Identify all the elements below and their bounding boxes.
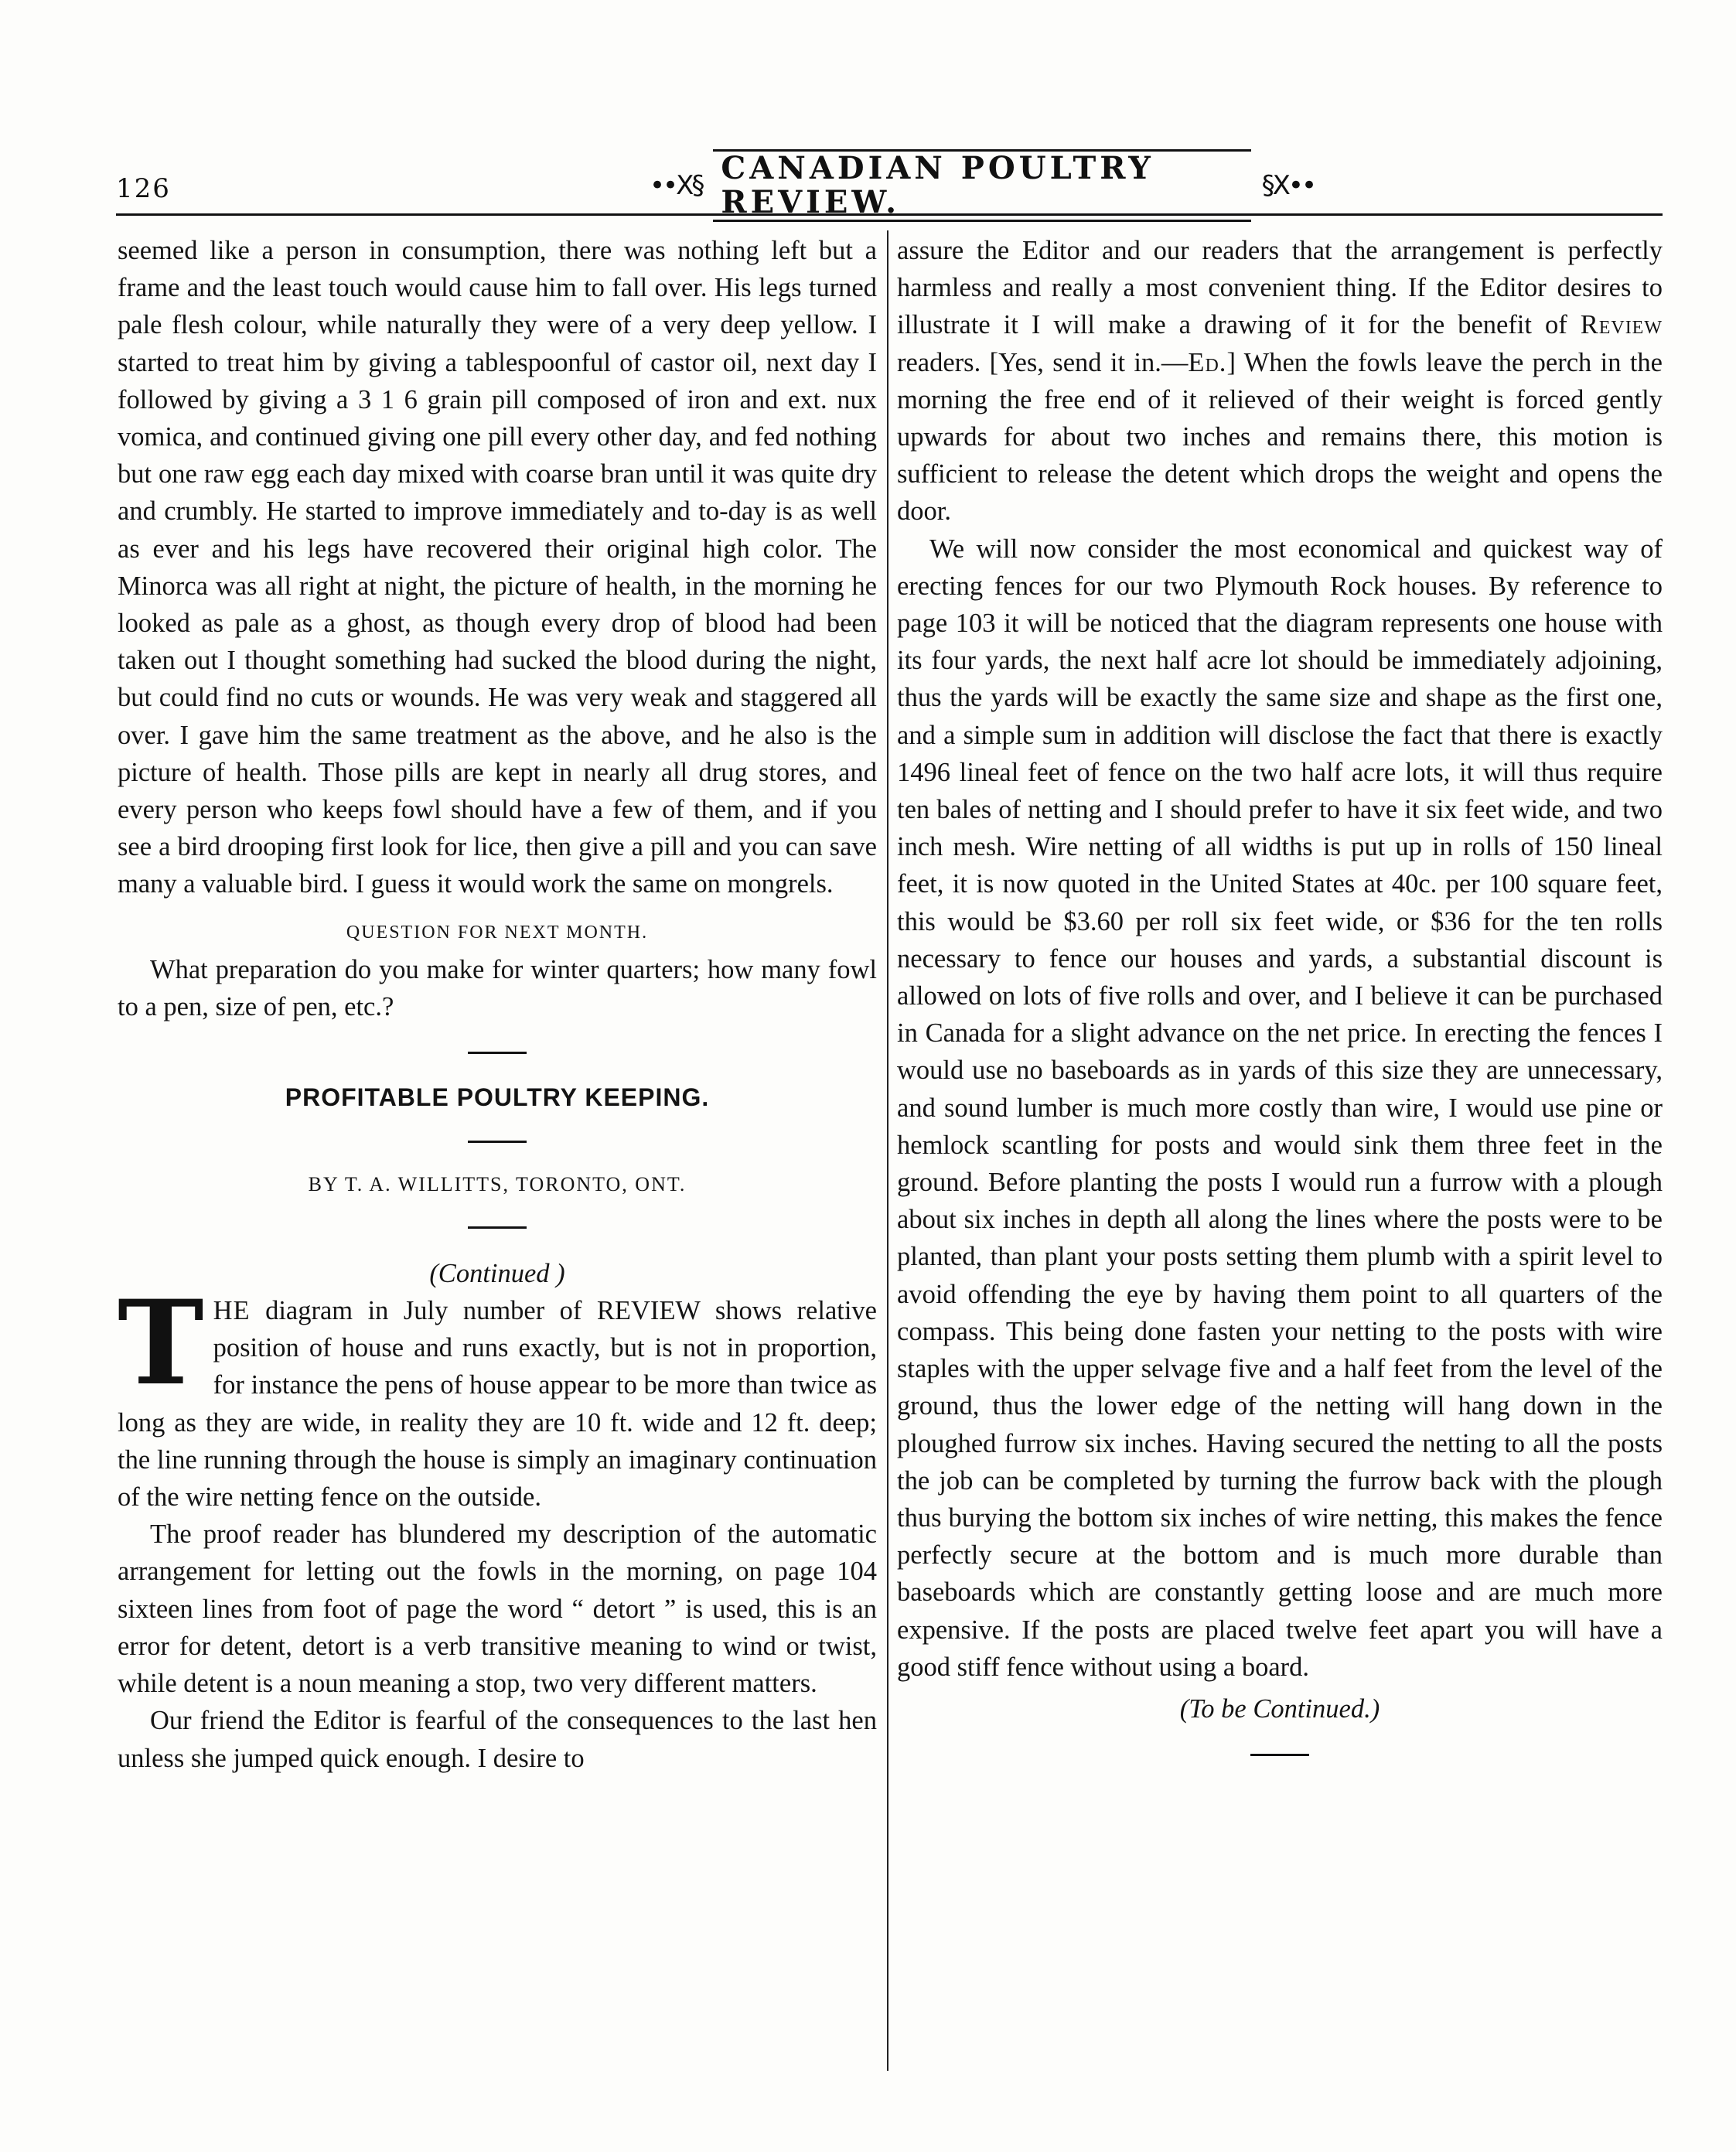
article-byline: BY T. A. WILLITTS, TORONTO, ONT. bbox=[308, 1173, 687, 1196]
lead-caps: HE bbox=[213, 1296, 251, 1326]
masthead-ornament-right: §X•• bbox=[1261, 170, 1315, 201]
question-heading: QUESTION FOR NEXT MONTH. bbox=[346, 922, 649, 943]
paragraph-fences: We will now consider the most economical and quickest way of erecting fences for our two Plymouth Rock houses. By reference to page 103 it will be noticed that the diagram represents one house with its four yards, the next half acre lot should be immediately adjoining, thus the yards will be exactly the same size and shape as the first one, and a simple sum in addition will disclose the fact that there is exactly 1496 lineal feet of fence on the two half acre lots, it will thus require ten bales of netting and I should prefer to have it six feet wide, and two inch mesh. Wire netting of all widths is put up in rolls of 150 lineal feet, it is now quoted in the United States at 40c. per 100 square feet, this would be $3.60 per roll six feet wide, or $36 for the ten rolls necessary to fence our houses and yards, a substantial discount is allowed on lots of five rolls and over, and I believe it can be purchased in Canada for a slight advance on the net price. In erecting the fences I would use no baseboards as in yards of this size they are unnecessary, and sound lumber is much more costly than wire, I would use pine or hemlock scantling for posts and would sink them three feet in the ground. Before planting the posts I would run a furrow with a plough about six inches in depth all along the lines where the posts were to be planted, than plant your posts setting them plumb with a spirit level to avoid offending the eye by having them point to all quarters of the compass. This being done fasten your netting to the posts with wire staples with the upper selvage five and a half feet from the level of the ground, thus the lower edge of the netting will hang down in the ploughed furrow six inches. Having secured the netting to all the posts the job can be completed by turning the furrow back with the plough thus burying the bottom six inches of wire netting, this makes the fence perfectly secure at the bottom and is much more durable than baseboards which are constantly getting loose and are much more expensive. If the posts are placed twelve feet apart you will have a good stiff fence without using a board. bbox=[897, 534, 1663, 1682]
paragraph-proof-reader: The proof reader has blundered my description of the automatic arrangement for letting out the fowls in the morning, on page 104 sixteen lines from foot of page the word “ detort ” is used, this is an error for detent, detort is a verb transitive meaning to wind or twist, while detent is a noun meaning a stop, two very different matters. bbox=[118, 1519, 877, 1699]
masthead-title: CANADIAN POULTRY REVIEW. bbox=[713, 149, 1250, 222]
review-small-caps: Review bbox=[1580, 310, 1663, 340]
header-rule bbox=[116, 213, 1663, 216]
paragraph-arrangement-text-b: readers. [Yes, send it in.— bbox=[897, 347, 1189, 377]
drop-cap: T bbox=[118, 1275, 204, 1412]
article-title: PROFITABLE POULTRY KEEPING. bbox=[285, 1083, 710, 1112]
paragraph-editor: Our friend the Editor is fearful of the consequences to the last hen unless she jumped quick enough. I desire to bbox=[118, 1706, 877, 1773]
right-column bbox=[897, 232, 1663, 1782]
continued-note: (Continued ) bbox=[429, 1259, 565, 1289]
end-divider bbox=[1250, 1754, 1309, 1756]
page-number: 126 bbox=[116, 173, 171, 204]
paragraph-arrangement-text-a: assure the Editor and our readers that the arrangement is perfectly harmless and really a most convenient thing. If the Editor desires to illustrate it I will make a drawing of it for the benefit of bbox=[897, 236, 1663, 340]
lead-paragraph-text: diagram in July number of REVIEW shows relative position of house and runs exactly, but is not in proportion, for instance the pens of house appear to be more than twice as long as they are wide, in reality they are 10 ft. wide and 12 ft. deep; the line running through the house is simply an imaginary continuation of the wire netting fence on the outside. bbox=[118, 1296, 877, 1513]
section-divider bbox=[468, 1052, 527, 1054]
masthead-ornament-left: ••X§ bbox=[650, 170, 703, 201]
paragraph-continued: seemed like a person in consumption, there was nothing left but a frame and the least touch would cause him to fall over. His legs turned pale flesh colour, while naturally they were of a very deep yellow. I started to treat him by giving a tablespoonful of castor oil, next day I followed by giving a 3 1 6 grain pill composed of iron and ext. nux vomica, and continued giving one pill every other day, and fed nothing but one raw egg each day mixed with coarse bran until it was quite dry and crumbly. He started to improve immediately and to-day is as well as ever and his legs have recovered their original high color. The Minorca was all right at night, the picture of health, in the morning he looked as pale as a ghost, as though every drop of blood had been taken out I thought something had sucked the blood during the night, but could find no cuts or wounds. He was very weak and staggered all over. I gave him the same treatment as the above, and he also is the picture of health. Those pills are kept in nearly all drug stores, and every person who keeps fowl should have a few of them, and if you see a bird drooping first look for lice, then give a pill and you can save many a valuable bird. I guess it would work the same on mongrels. bbox=[118, 236, 877, 899]
left-column bbox=[118, 232, 877, 1777]
byline-divider bbox=[468, 1226, 527, 1229]
editor-small-caps: Ed. bbox=[1188, 347, 1227, 377]
paragraph-arrangement bbox=[897, 232, 1663, 530]
title-divider bbox=[468, 1141, 527, 1143]
column-divider bbox=[887, 230, 888, 2071]
page-header bbox=[116, 147, 1663, 220]
article-lead-paragraph bbox=[118, 1275, 877, 1516]
paragraph-arrangement-text-c: ] When the fowls leave the perch in the morning the free end of it relieved of their weight is forced gently upwards for about two inches and remains there, this motion is sufficient to release the detent which drops the weight and opens the door. bbox=[897, 347, 1663, 527]
question-text: What preparation do you make for winter quarters; how many fowl to a pen, size of pen, etc.? bbox=[118, 954, 877, 1021]
to-be-continued-note: (To be Continued.) bbox=[1179, 1693, 1380, 1724]
masthead bbox=[650, 150, 1315, 220]
